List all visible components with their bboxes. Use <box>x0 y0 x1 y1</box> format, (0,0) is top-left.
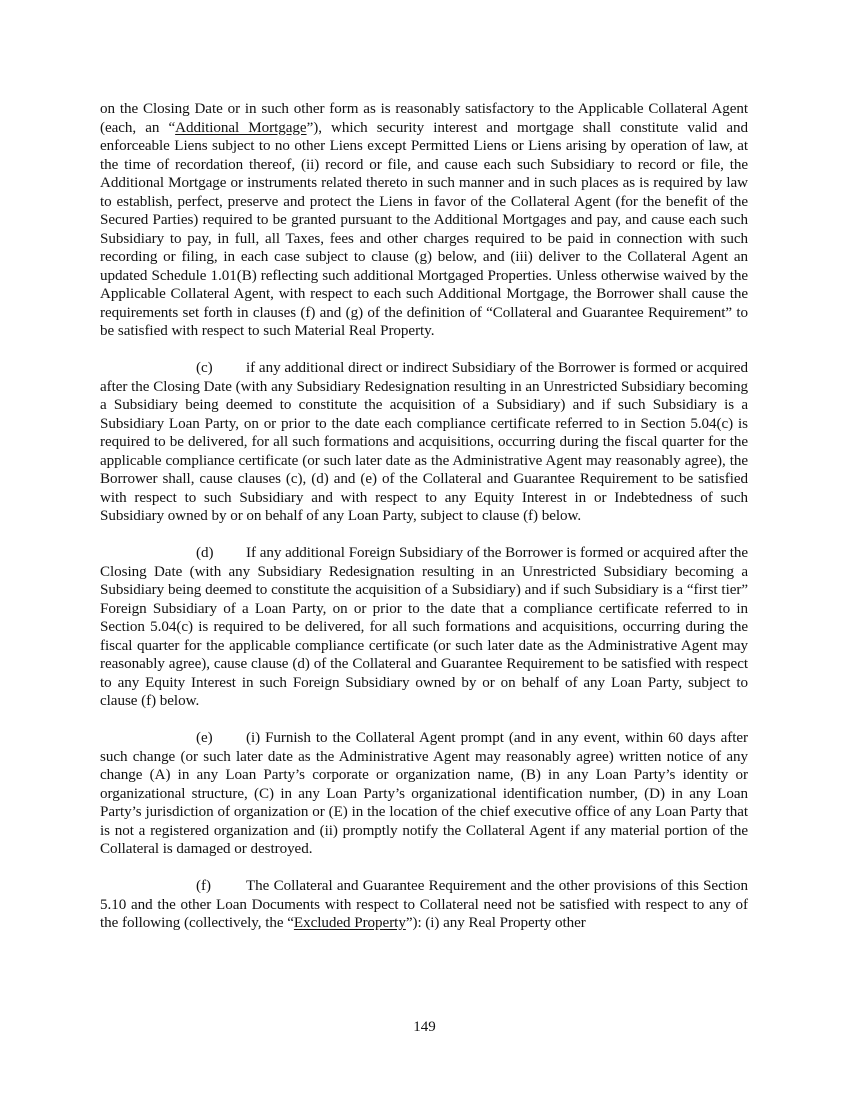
paragraph-d <box>100 544 748 711</box>
paragraph-f <box>100 877 748 933</box>
paragraph-continued-text-2: ”), which security interest and mortgage shall constitute valid and enforceable Liens subject to no other Liens except Permitted Liens or Liens arising by operation of law, at the time of recordation thereof, (ii) record or file, and cause each such Subsidiary to record or file, the Additional Mortgage or instruments related thereto in such manner and in such places as is required by law to establish, perfect, preserve and protect the Liens in favor of the Collateral Agent (for the benefit of the Secured Parties) required to be granted pursuant to the Additional Mortgages and pay, and cause each such Subsidiary to pay, in full, all Taxes, fees and other charges required to be paid in connection with such recording or filing, in each case subject to clause (g) below, and (iii) deliver to the Collateral Agent an updated Schedule 1.01(B) reflecting such additional Mortgaged Properties. Unless otherwise waived by the Applicable Collateral Agent, with respect to each such Additional Mortgage, the Borrower shall cause the requirements set forth in clauses (f) and (g) of the definition of “Collateral and Guarantee Requirement” to be satisfied with respect to such Material Real Property. <box>100 119 748 339</box>
clause-label-e: (e) <box>196 730 213 746</box>
clause-label-c: (c) <box>196 360 213 376</box>
page-number: 149 <box>413 1019 436 1035</box>
clause-label-d: (d) <box>196 545 214 561</box>
paragraph-continued-text-1: on the Closing Date or in such other form as is reasonably satisfactory to the Applicable Collateral Agent (each, an “ <box>100 101 748 136</box>
paragraph-e <box>100 729 748 859</box>
paragraph-f-text-1: The Collateral and Guarantee Requirement and the other provisions of this Section 5.10 and the other Loan Documents with respect to Collateral need not be satisfied with respect to any of the following (collectively, the “ <box>100 878 748 931</box>
paragraph-continued <box>100 100 748 341</box>
clause-label-f: (f) <box>196 878 211 894</box>
paragraph-f-text-2: ”): (i) any Real Property other <box>405 915 586 931</box>
defined-term-additional-mortgage: Additional Mortgage <box>175 119 307 136</box>
defined-term-excluded-property: Excluded Property <box>293 915 406 931</box>
document-body <box>100 100 748 951</box>
paragraph-e-text: (i) Furnish to the Collateral Agent prompt (and in any event, within 60 days after such change (or such later date as the Administrative Agent may reasonably agree) written notice of any change (A) in any Loan Party’s corporate or organization name, (B) in any Loan Party’s identity or organizational structure, (C) in any Loan Party’s organizational identification number, (D) in any Loan Party’s jurisdiction of organization or (E) in the location of the chief executive office of any Loan Party that is not a registered organization and (ii) promptly notify the Collateral Agent if any material portion of the Collateral is damaged or destroyed. <box>100 730 748 857</box>
paragraph-c-text: if any additional direct or indirect Subsidiary of the Borrower is formed or acquired after the Closing Date (with any Subsidiary Redesignation resulting in an Unrestricted Subsidiary becoming a Subsidiary being deemed to constitute the acquisition of a Subsidiary) and if such Subsidiary is a Subsidiary Loan Party, on or prior to the date each compliance certificate referred to in Section 5.04(c) is required to be delivered, for all such formations and acquisitions, occurring during the fiscal quarter for the applicable compliance certificate (or such later date as the Administrative Agent may reasonably agree), the Borrower shall, cause clauses (c), (d) and (e) of the Collateral and Guarantee Requirement to be satisfied with respect to such Subsidiary and with respect to any Equity Interest in or Indebtedness of such Subsidiary owned by or on behalf of any Loan Party, subject to clause (f) below. <box>100 360 748 524</box>
paragraph-d-text: If any additional Foreign Subsidiary of the Borrower is formed or acquired after the Closing Date (with any Subsidiary Redesignation resulting in an Unrestricted Subsidiary becoming a Subsidiary being deemed to constitute the acquisition of a Subsidiary) and if such Subsidiary is a “first tier” Foreign Subsidiary of a Loan Party, on or prior to the date that a compliance certificate referred to in Section 5.04(c) is required to be delivered, for all such formations and acquisitions, occurring during the fiscal quarter for the applicable compliance certificate (or such later date as the Administrative Agent may reasonably agree), cause clause (d) of the Collateral and Guarantee Requirement to be satisfied with respect to any Equity Interest in such Foreign Subsidiary owned by or on behalf of any Loan Party, subject to clause (f) below. <box>100 545 748 709</box>
paragraph-c <box>100 359 748 526</box>
